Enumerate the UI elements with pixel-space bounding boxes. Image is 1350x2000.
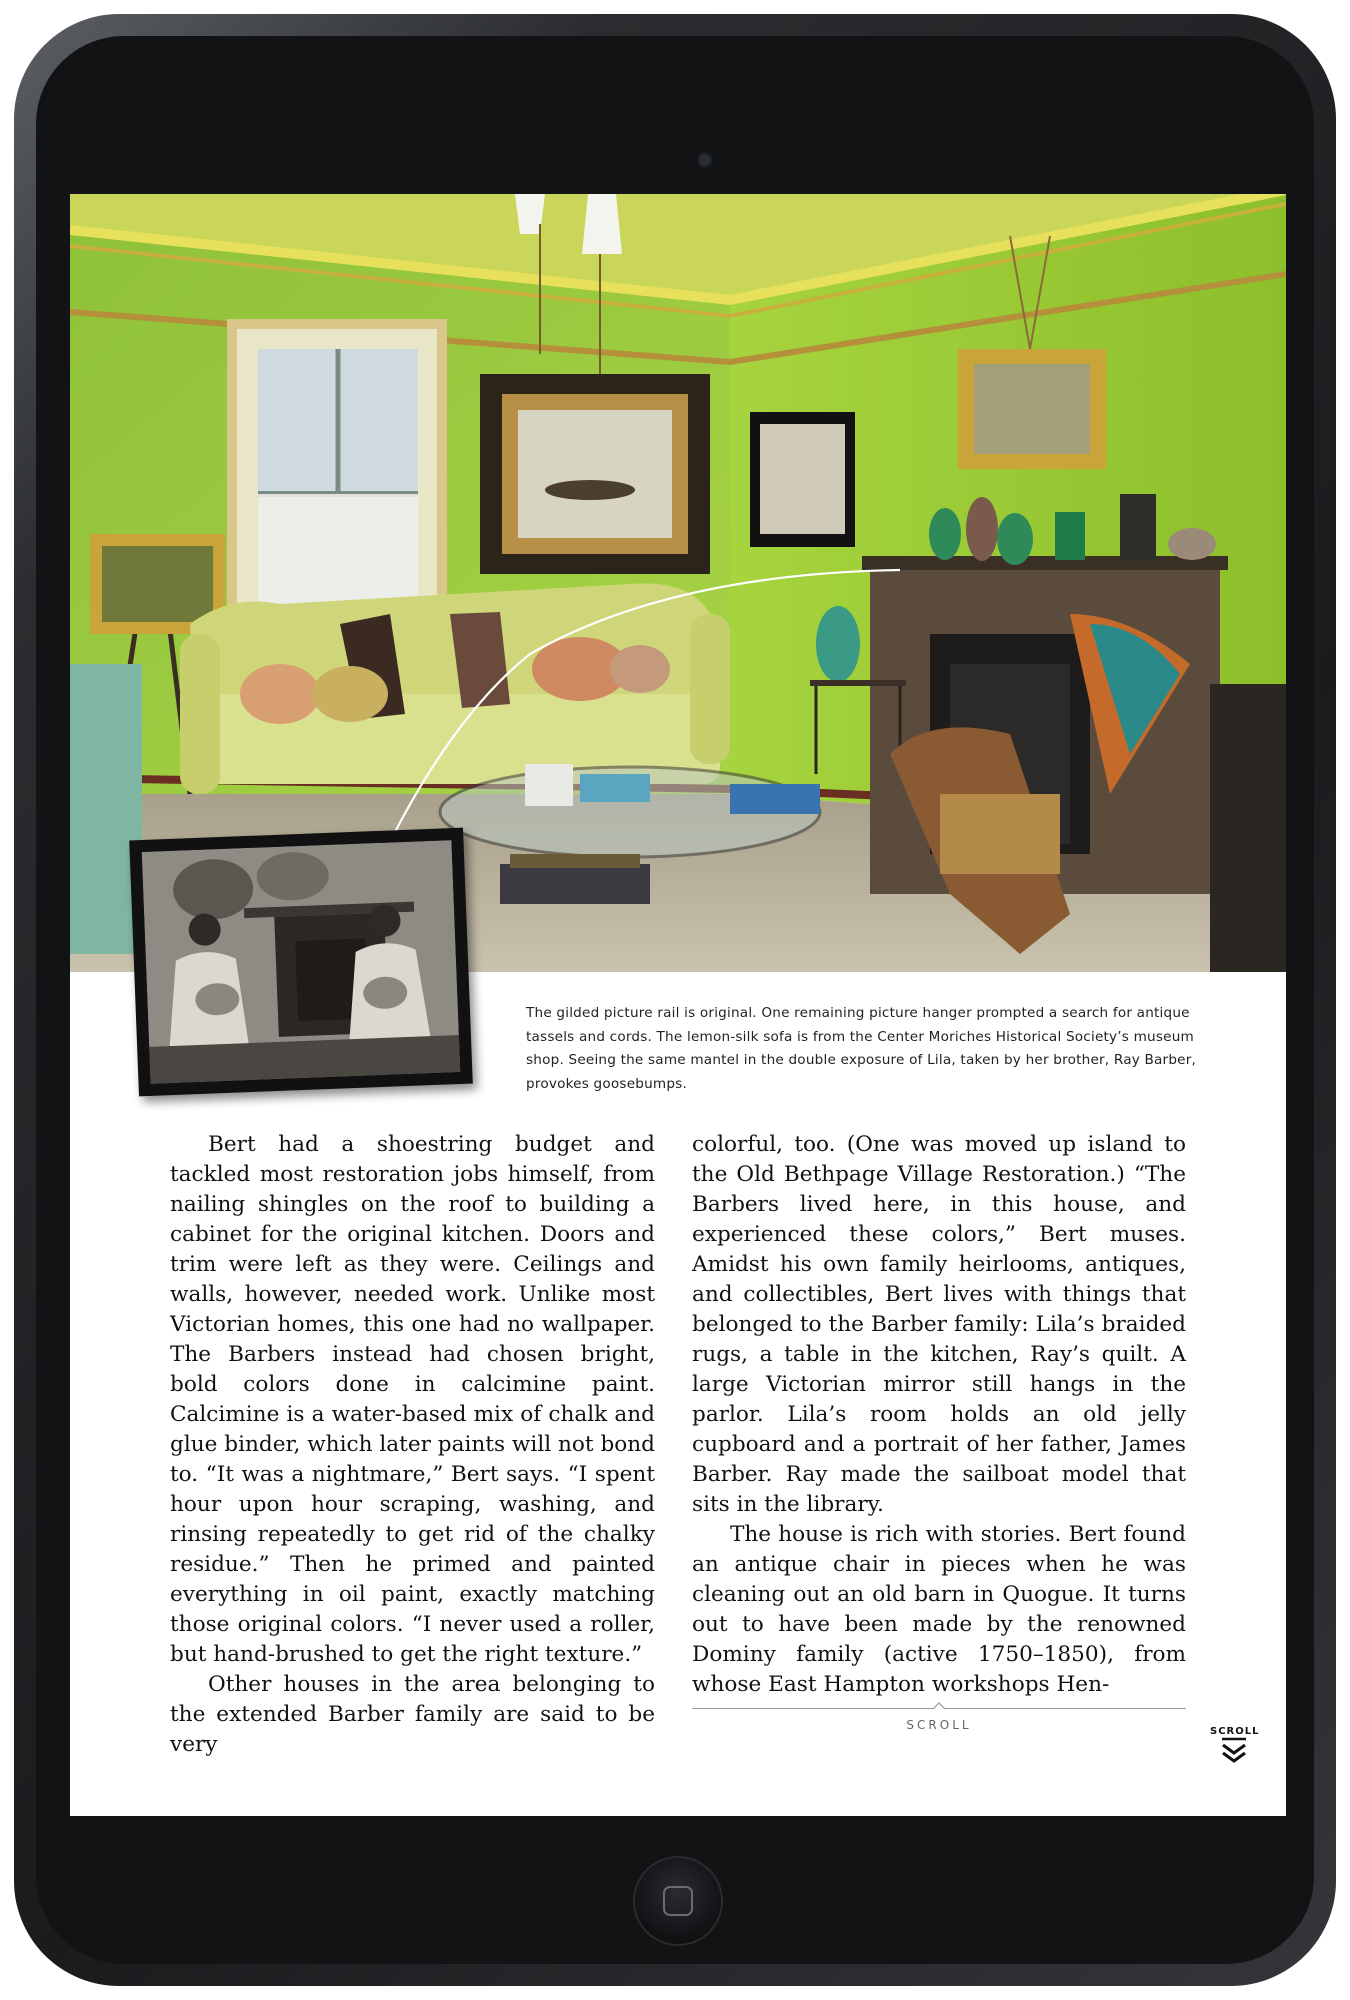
magazine-page[interactable] (70, 194, 1286, 1816)
home-button-icon (663, 1886, 693, 1916)
historic-inset-photo (129, 828, 473, 1097)
article-column-2 (692, 1130, 1186, 1700)
article-paragraph: Other houses in the area belonging to the extended Barber family are said to be very (170, 1672, 655, 1757)
scroll-button[interactable] (1210, 1726, 1258, 1778)
caret-up-icon (932, 1701, 946, 1715)
article-column-1 (170, 1130, 655, 1760)
home-button[interactable] (633, 1856, 723, 1946)
photo-caption: The gilded picture rail is original. One remaining picture hanger prompted a search for antique tassels and cords. The lemon-silk sofa is from the Center Moriches Historical Society’s museum shop. Seeing the same mantel in the double exposure of Lila, taken by her brother, Ray Barber, provokes goosebumps. (526, 1005, 1197, 1092)
article-paragraph: The house is rich with stories. Bert found an antique chair in pieces when he was cleaning out an old barn in Quogue. It turns out to have been made by the renowned Dominy family (active 1750–1850), from whose East Hampton workshops Hen- (692, 1522, 1186, 1697)
article-paragraph: Bert had a shoestring budget and tackled most restoration jobs himself, from nailing shingles on the roof to building a cabinet for the original kitchen. Doors and trim were left as they were. Ceilings and walls, however, needed work. Unlike most Victorian homes, this one had no wallpaper. The Barbers instead had chosen bright, bold colors done in calcimine paint. Calcimine is a water-based mix of chalk and glue binder, which later paints will not bond to. “It was a nightmare,” Bert says. “I spent hour upon hour scraping, washing, and rinsing repeatedly to get rid of the chalky residue.” Then he primed and painted everything in oil paint, exactly matching those original colors. “I never used a roller, but hand-brushed to get the right texture.” (170, 1132, 655, 1667)
scroll-button-label: SCROLL (1210, 1726, 1260, 1737)
double-exposure-illustration (142, 840, 461, 1084)
front-camera-icon (699, 154, 711, 166)
article-paragraph: colorful, too. (One was moved up island to the Old Bethpage Village Restoration.) “The Barbers lived here, in this house, and experienced these colors,” Bert muses. Amidst his own family heirlooms, antiques, and collectibles, Bert lives with things that belonged to the Barber family: Lila’s braided rugs, a table in the kitchen, Ray’s quilt. A large Victorian mirror still hangs in the parlor. Lila’s room holds an old jelly cupboard and a portrait of her father, James Barber. Ray made the sailboat model that sits in the library. (692, 1132, 1186, 1517)
double-chevron-down-icon (1219, 1737, 1249, 1765)
scroll-divider-label: SCROLL (906, 1718, 972, 1732)
